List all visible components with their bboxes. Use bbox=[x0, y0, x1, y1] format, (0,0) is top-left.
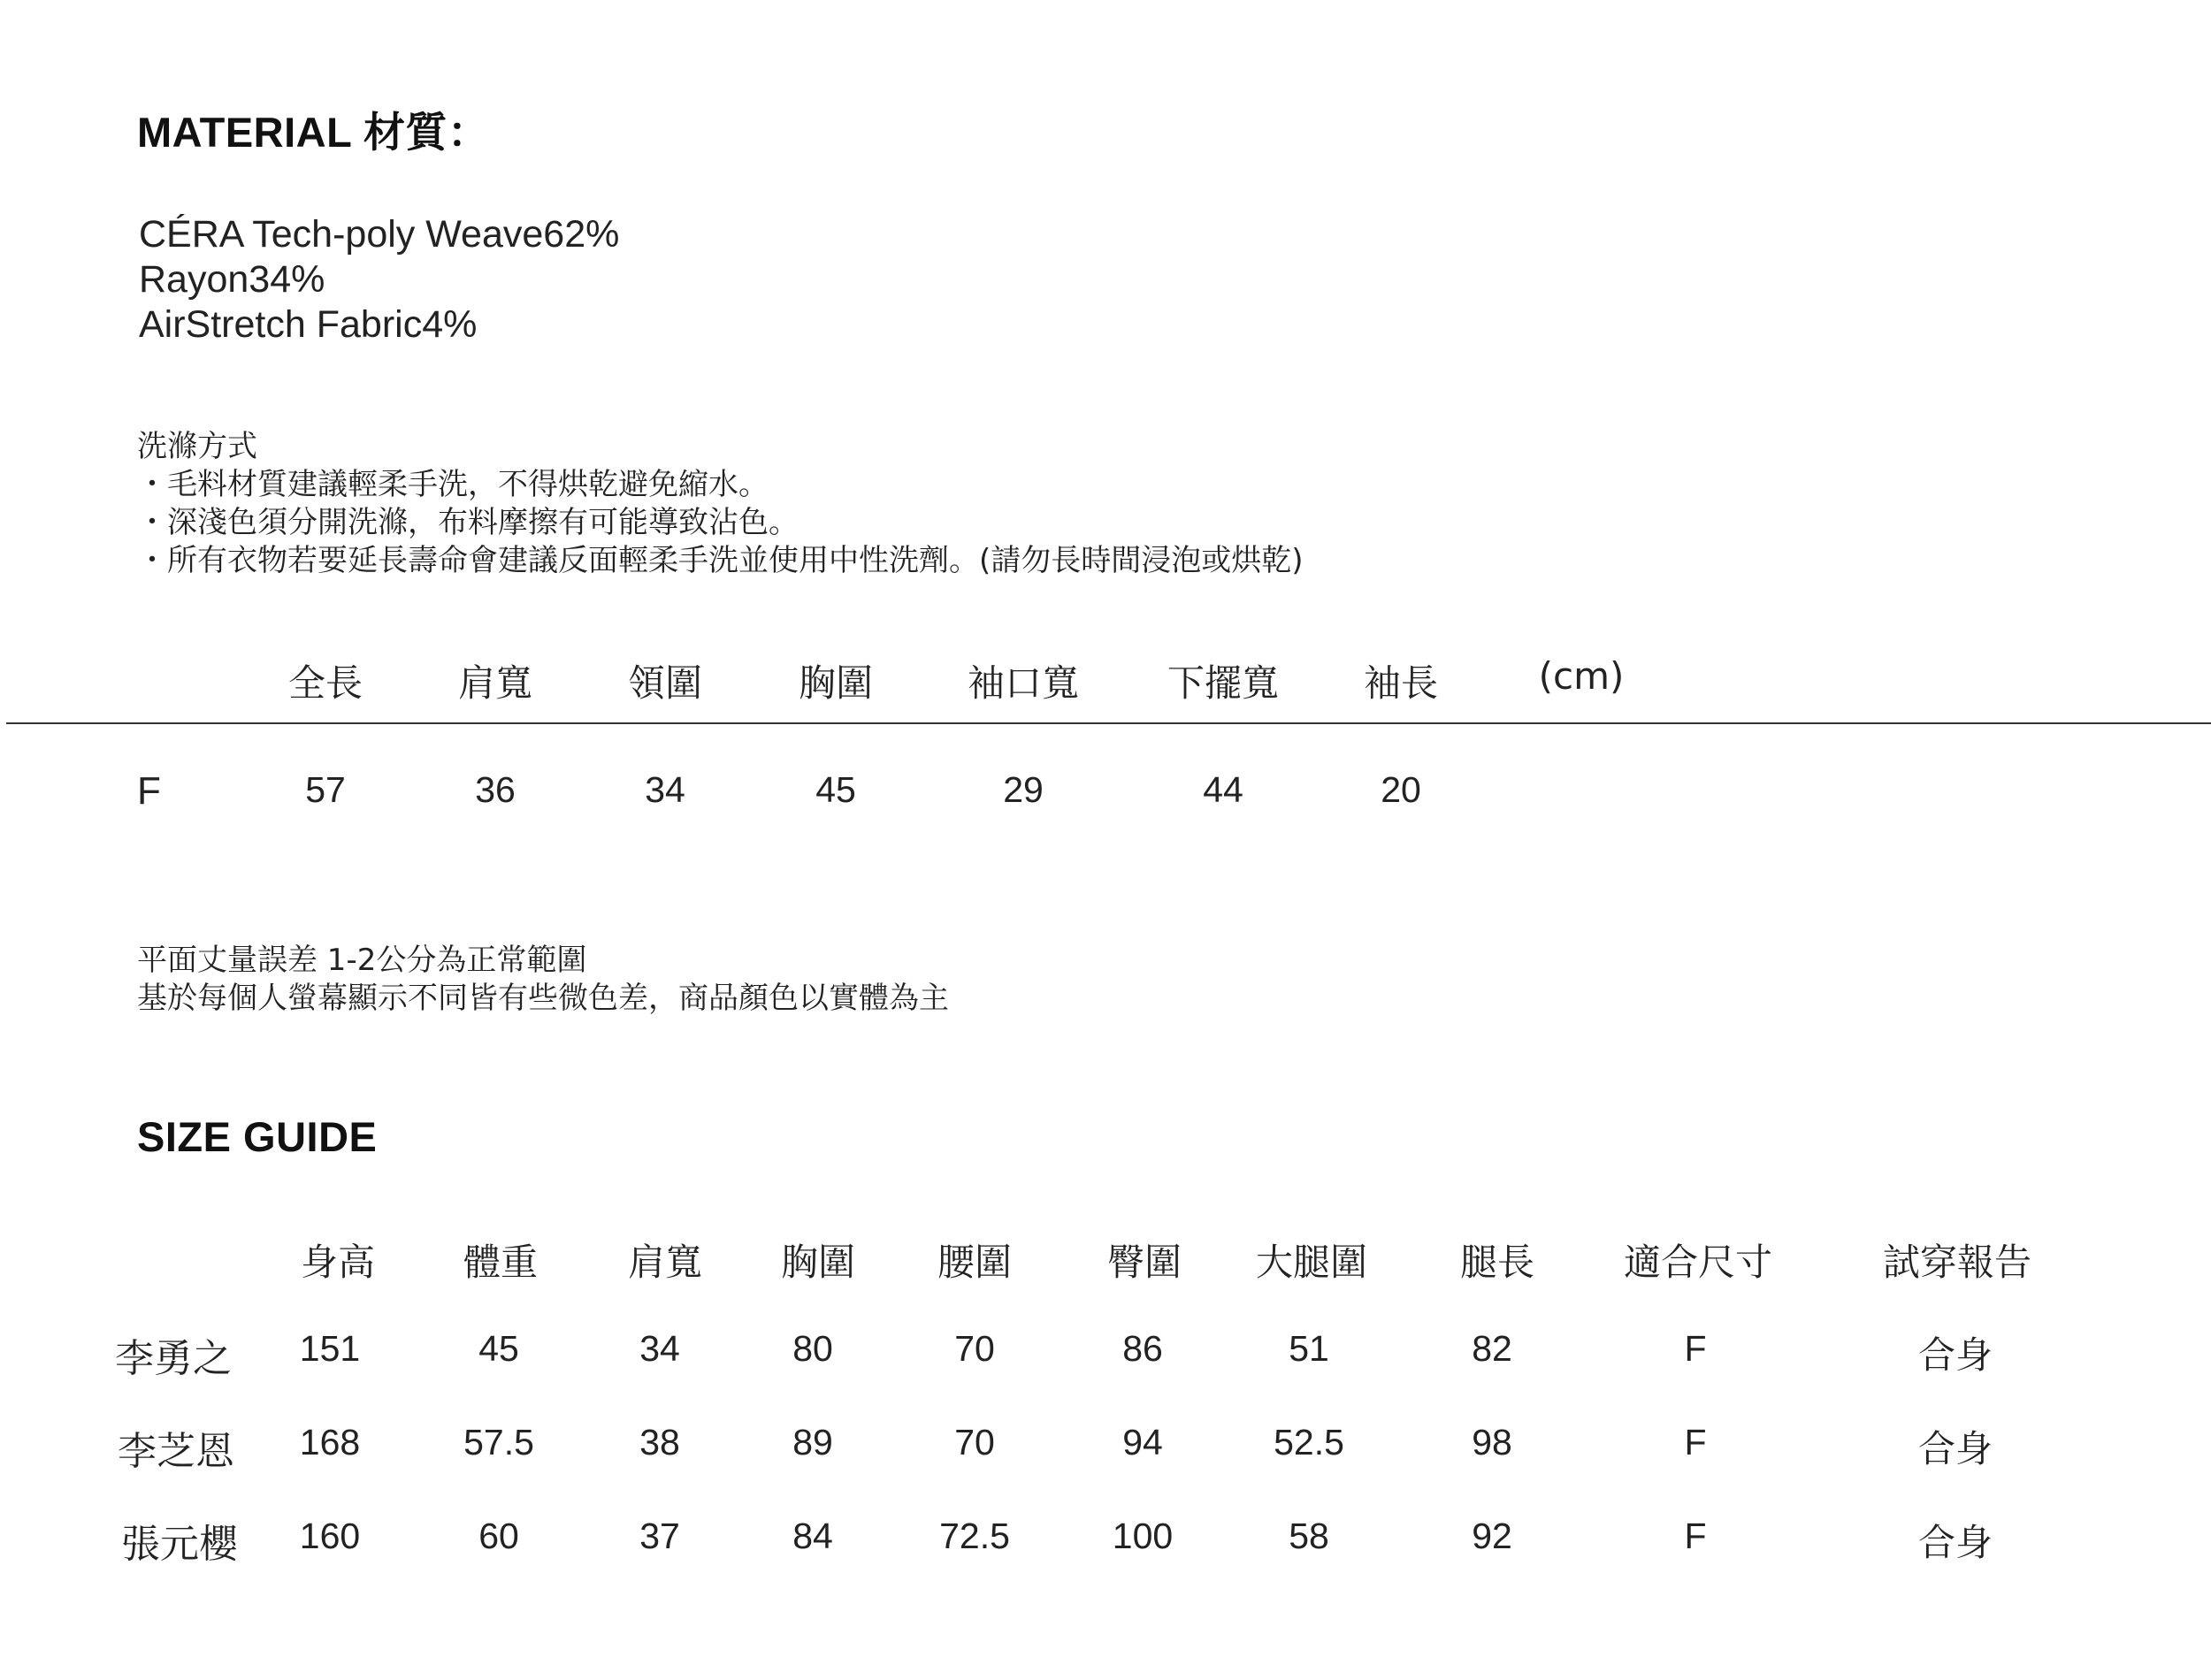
guide-value: 89 bbox=[792, 1422, 833, 1462]
guide-header: 大腿圍 bbox=[1255, 1241, 1368, 1284]
size-guide-heading: SIZE GUIDE bbox=[137, 1113, 378, 1160]
guide-value: 80 bbox=[792, 1328, 833, 1369]
measure-value: 36 bbox=[475, 769, 516, 810]
guide-value: F bbox=[1684, 1422, 1707, 1462]
guide-header: 適合尺寸 bbox=[1623, 1241, 1773, 1284]
measure-header: 下擺寬 bbox=[1167, 661, 1280, 705]
guide-value: 100 bbox=[1112, 1516, 1174, 1556]
guide-value: 52.5 bbox=[1274, 1422, 1344, 1462]
measure-header: 全長 bbox=[287, 661, 363, 705]
measure-value: 44 bbox=[1203, 769, 1243, 810]
guide-value: 70 bbox=[954, 1422, 995, 1462]
guide-value: 70 bbox=[954, 1328, 995, 1369]
washing-line: ・所有衣物若要延長壽命會建議反面輕柔手洗並使用中性洗劑。(請勿長時間浸泡或烘乾) bbox=[137, 543, 1304, 578]
model-name: 張元櫻 bbox=[121, 1522, 238, 1567]
guide-header: 身高 bbox=[300, 1241, 376, 1284]
model-name: 李勇之 bbox=[115, 1336, 232, 1381]
size-label: F bbox=[137, 769, 161, 813]
measure-header: 肩寬 bbox=[457, 661, 533, 705]
fit-report: 合身 bbox=[1917, 1521, 1993, 1564]
measure-header: 領圍 bbox=[627, 661, 703, 705]
guide-value: 151 bbox=[299, 1328, 361, 1369]
measure-header: 袖口寬 bbox=[967, 661, 1080, 705]
guide-header: 肩寬 bbox=[627, 1241, 703, 1284]
material-line: Rayon34% bbox=[139, 258, 325, 301]
guide-value: 60 bbox=[478, 1516, 519, 1556]
guide-value: 45 bbox=[478, 1328, 519, 1369]
guide-value: 34 bbox=[639, 1328, 680, 1369]
guide-value: 168 bbox=[299, 1422, 361, 1462]
guide-header: 臀圍 bbox=[1106, 1241, 1182, 1284]
note-line: 平面丈量誤差 1-2公分為正常範圍 bbox=[137, 943, 587, 978]
washing-title: 洗滌方式 bbox=[137, 429, 257, 464]
measure-value: 45 bbox=[815, 769, 856, 810]
material-line: CÉRA Tech-poly Weave62% bbox=[139, 213, 620, 256]
washing-line: ・毛料材質建議輕柔手洗，不得烘乾避免縮水。 bbox=[137, 467, 769, 502]
measure-value: 20 bbox=[1381, 769, 1421, 810]
measure-value: 34 bbox=[645, 769, 685, 810]
material-line: AirStretch Fabric4% bbox=[139, 303, 478, 346]
guide-header: 腰圍 bbox=[937, 1241, 1013, 1284]
guide-value: 57.5 bbox=[463, 1422, 534, 1462]
guide-value: 92 bbox=[1472, 1516, 1512, 1556]
fit-report: 合身 bbox=[1917, 1333, 1993, 1377]
material-heading: MATERIAL 材質： bbox=[137, 109, 490, 156]
guide-value: 94 bbox=[1122, 1422, 1163, 1462]
table-divider bbox=[6, 722, 2211, 724]
guide-header: 試穿報告 bbox=[1882, 1241, 2032, 1284]
guide-value: 84 bbox=[792, 1516, 833, 1556]
measure-value: 29 bbox=[1003, 769, 1044, 810]
measure-value: 57 bbox=[305, 769, 346, 810]
guide-header: 體重 bbox=[463, 1241, 539, 1284]
washing-line: ・深淺色須分開洗滌，布料摩擦有可能導致沾色。 bbox=[137, 505, 799, 540]
unit-label: (cm) bbox=[1538, 654, 1625, 698]
guide-value: F bbox=[1684, 1328, 1707, 1369]
guide-value: 98 bbox=[1472, 1422, 1512, 1462]
guide-value: 38 bbox=[639, 1422, 680, 1462]
note-line: 基於每個人螢幕顯示不同皆有些微色差，商品顏色以實體為主 bbox=[137, 981, 949, 1016]
guide-header: 腿長 bbox=[1459, 1241, 1535, 1284]
measure-header: 胸圍 bbox=[798, 661, 874, 705]
guide-value: 72.5 bbox=[939, 1516, 1010, 1556]
guide-value: 82 bbox=[1472, 1328, 1512, 1369]
guide-header: 胸圍 bbox=[780, 1241, 856, 1284]
guide-value: F bbox=[1684, 1516, 1707, 1556]
guide-value: 37 bbox=[639, 1516, 680, 1556]
model-name: 李芝恩 bbox=[118, 1429, 234, 1474]
guide-value: 160 bbox=[299, 1516, 361, 1556]
guide-value: 51 bbox=[1289, 1328, 1329, 1369]
measure-header: 袖長 bbox=[1363, 661, 1439, 705]
guide-value: 58 bbox=[1289, 1516, 1329, 1556]
guide-value: 86 bbox=[1122, 1328, 1163, 1369]
fit-report: 合身 bbox=[1917, 1427, 1993, 1470]
